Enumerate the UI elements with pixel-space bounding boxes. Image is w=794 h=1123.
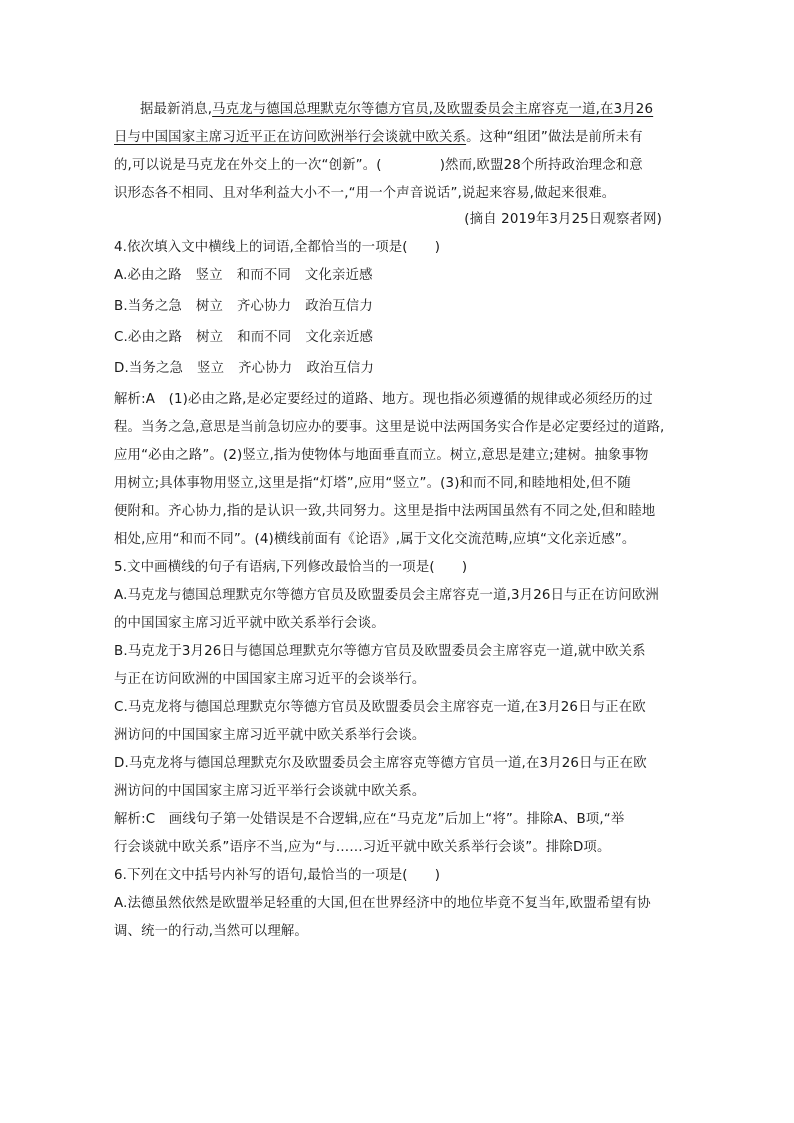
passage-underlined-sentence: 日与中国国家主席习近平正在访问欧洲举行会谈就中欧关系 [114, 130, 467, 145]
option-label: A. [114, 268, 128, 283]
question-6-stem: 6.下列在文中括号内补写的语句,最恰当的一项是( ) [114, 868, 441, 883]
question-5-option-a-line: A.马克龙与德国总理默克尔等德方官员及欧盟委员会主席容克一道,3月26日与正在访问欧洲 [114, 588, 659, 603]
question-6-option-a-line: A.法德虽然依然是欧盟举足轻重的大国,但在世界经济中的地位毕竟不复当年,欧盟希望有协 [114, 896, 651, 911]
option-word: 树立 [195, 299, 224, 314]
passage-line-4: 识形态各不相同、且对华利益大小不一,“用一个声音说话”,说起来容易,做起来很难。 [114, 186, 616, 201]
question-5-analysis-line: 解析:C 画线句子第一处错误是不合逻辑,应在“马克龙”后加上“将”。排除A、B项,“举 [114, 812, 625, 827]
question-5-option-d-line: 洲访问的中国国家主席习近平举行会谈就中欧关系。 [114, 784, 426, 799]
option-word: 文化亲近感 [304, 268, 373, 283]
question-5-option-d-line: D.马克龙将与德国总理默克尔及欧盟委员会主席容克等德方官员一道,在3月26日与正在欧 [114, 756, 647, 771]
question-4-analysis-line: 相处,应用“和而不同”。(4)横线前面有《论语》,属于文化交流范畴,应填“文化亲近感”。 [114, 532, 636, 547]
question-4-analysis-line: 用树立;具体事物用竖立,这里是指“灯塔”,应用“竖立”。(3)和而不同,和睦地相处,但不随 [114, 476, 631, 491]
question-5-stem: 5.文中画横线的句子有语病,下列修改最恰当的一项是( ) [114, 560, 468, 575]
option-word: 政治互信力 [306, 361, 375, 376]
question-5-analysis-line: 行会谈就中欧关系”语序不当,应为“与……习近平就中欧关系举行会谈”。排除D项。 [114, 840, 611, 855]
question-4-option-d [114, 359, 684, 379]
passage-text: 。这种“组团”做法是前所未有 [466, 130, 643, 145]
question-4-option-b [114, 297, 684, 317]
passage-text: 据最新消息, [140, 102, 213, 117]
question-4-option-a [114, 266, 684, 286]
passage-line-3 [114, 156, 684, 176]
passage-underlined-sentence: 马克龙与德国总理默克尔等德方官员,及欧盟委员会主席容克一道,在3月26 [212, 102, 654, 117]
option-word: 政治互信力 [305, 299, 373, 314]
question-4-analysis-line: 程。当务之急,意思是当前急切应办的要事。这里是说中法两国务实合作是必定要经过的道路, [114, 420, 665, 435]
option-label: B. [114, 299, 128, 314]
option-word: 当务之急 [128, 361, 184, 376]
passage-source: (摘自 2019年3月25日观察者网) [464, 212, 662, 227]
question-6-option-a-line: 调、统一的行动,当然可以理解。 [114, 924, 308, 939]
question-4-analysis-line: 解析:A (1)必由之路,是必定要经过的道路、地方。现也指必须遵循的规律或必须经历的过 [114, 392, 653, 407]
option-label: C. [114, 330, 128, 345]
question-4-analysis-line: 应用“必由之路”。(2)竖立,指为使物体与地面垂直而立。树立,意思是建立;建树。抽象事物 [114, 448, 649, 463]
option-word: 当务之急 [127, 299, 182, 314]
option-label: D. [114, 361, 129, 376]
option-word: 竖立 [195, 268, 223, 283]
option-word: 必由之路 [127, 268, 182, 283]
question-4-option-c [114, 328, 684, 348]
passage-text: 的,可以说是马克龙在外交上的一次“创新”。( [114, 158, 382, 173]
question-5-option-b-line: 与正在访问欧洲的中国国家主席习近平的会谈举行。 [114, 672, 426, 687]
question-5-option-c-line: 洲访问的中国国家主席习近平就中欧关系举行会谈。 [114, 728, 426, 743]
option-word: 竖立 [197, 361, 225, 376]
question-5-option-c-line: C.马克龙将与德国总理默克尔等德方官员及欧盟委员会主席容克一道,在3月26日与正在欧 [114, 700, 646, 715]
question-4-analysis-line: 便附和。齐心协力,指的是认识一致,共同努力。这里是指中法两国虽然有不同之处,但和睦地 [114, 504, 656, 519]
passage-text: )然而,欧盟28个所持政治理念和意 [439, 158, 643, 173]
passage-line-2 [114, 128, 684, 148]
option-word: 文化亲近感 [305, 330, 374, 345]
question-5-option-a-line: 的中国国家主席习近平就中欧关系举行会谈。 [114, 616, 385, 631]
option-word: 齐心协力 [238, 361, 293, 376]
option-word: 和而不同 [237, 330, 292, 345]
option-word: 和而不同 [236, 268, 291, 283]
option-word: 齐心协力 [237, 299, 292, 314]
question-5-option-b-line: B.马克龙于3月26日与德国总理默克尔等德方官员及欧盟委员会主席容克一道,就中欧关系 [114, 644, 646, 659]
question-4-stem: 4.依次填入文中横线上的词语,全都恰当的一项是( ) [114, 240, 441, 255]
option-word: 必由之路 [127, 330, 183, 345]
option-word: 树立 [196, 330, 224, 345]
passage-line-1 [140, 100, 710, 120]
